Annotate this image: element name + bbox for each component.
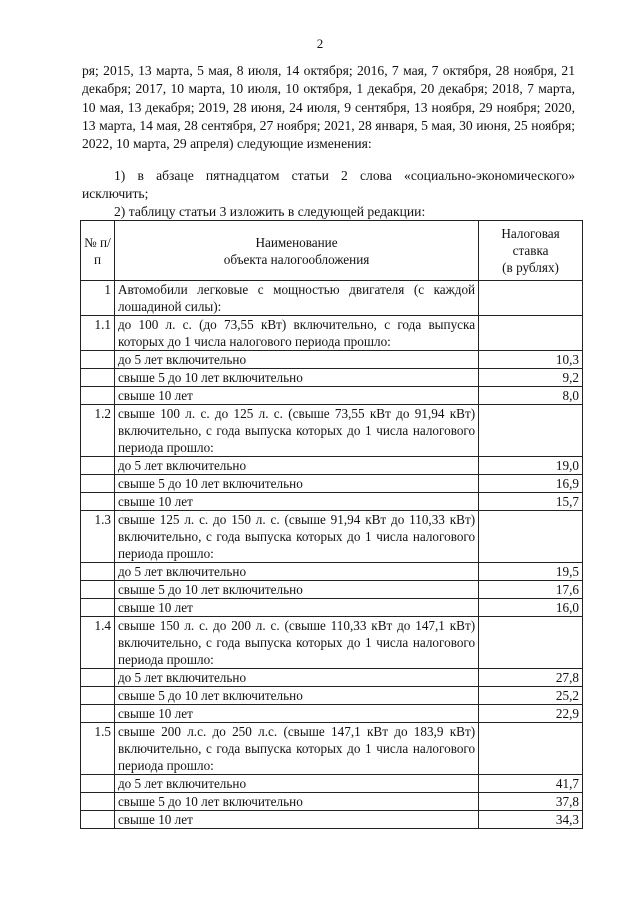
row-tax-rate: 37,8 bbox=[479, 793, 583, 811]
row-number bbox=[81, 369, 115, 387]
row-number bbox=[81, 493, 115, 511]
row-number bbox=[81, 457, 115, 475]
row-object-name: свыше 5 до 10 лет включительно bbox=[114, 793, 478, 811]
row-tax-rate: 19,0 bbox=[479, 457, 583, 475]
table-header-row bbox=[81, 221, 583, 281]
table-row bbox=[81, 405, 583, 457]
row-number bbox=[81, 811, 115, 829]
row-object-name: свыше 10 лет bbox=[114, 705, 478, 723]
table-row bbox=[81, 705, 583, 723]
table-row bbox=[81, 493, 583, 511]
row-object-name: свыше 5 до 10 лет включительно bbox=[114, 581, 478, 599]
row-tax-rate: 19,5 bbox=[479, 563, 583, 581]
row-number: 1.3 bbox=[81, 511, 115, 563]
row-object-name: до 100 л. с. (до 73,55 кВт) включительно, с года выпуска которых до 1 числа налогового периода прошло: bbox=[114, 316, 478, 351]
row-object-name: свыше 5 до 10 лет включительно bbox=[114, 369, 478, 387]
row-object-name: свыше 10 лет bbox=[114, 493, 478, 511]
table-row bbox=[81, 511, 583, 563]
header-name bbox=[114, 221, 478, 281]
row-tax-rate bbox=[479, 281, 583, 316]
row-tax-rate: 25,2 bbox=[479, 687, 583, 705]
row-tax-rate: 41,7 bbox=[479, 775, 583, 793]
row-number: 1.4 bbox=[81, 617, 115, 669]
row-object-name: свыше 10 лет bbox=[114, 599, 478, 617]
table-body bbox=[81, 281, 583, 829]
table-row bbox=[81, 563, 583, 581]
row-object-name: до 5 лет включительно bbox=[114, 457, 478, 475]
row-object-name: свыше 5 до 10 лет включительно bbox=[114, 687, 478, 705]
header-rate bbox=[479, 221, 583, 281]
row-tax-rate: 34,3 bbox=[479, 811, 583, 829]
row-number bbox=[81, 793, 115, 811]
header-rate-line2: ставка bbox=[512, 243, 549, 258]
table-row bbox=[81, 581, 583, 599]
row-number: 1.2 bbox=[81, 405, 115, 457]
header-num: № п/п bbox=[81, 221, 115, 281]
row-number bbox=[81, 387, 115, 405]
table-row bbox=[81, 457, 583, 475]
row-number bbox=[81, 687, 115, 705]
table-row bbox=[81, 811, 583, 829]
amendment-item-2: 2) таблицу статьи 3 изложить в следующей редакции: bbox=[114, 204, 426, 219]
row-object-name: свыше 100 л. с. до 125 л. с. (свыше 73,55 кВт до 91,94 кВт) включительно, с года выпуска которых до 1 числа налогового периода прошло: bbox=[114, 405, 478, 457]
row-tax-rate: 16,9 bbox=[479, 475, 583, 493]
intro-paragraph: ря; 2015, 13 марта, 5 мая, 8 июля, 14 октября; 2016, 7 мая, 7 октября, 28 ноября, 21 декабря; 2017, 10 марта, 10 июля, 10 октября, 1 декабря, 20 декабря; 2018, 7 марта, 10 мая, 13 декабря; 2019, 28 июня, 24 июля, 9 сентября, 13 ноября, 29 ноября; 2020, 13 марта, 14 мая, 28 сентября, 27 ноября; 2021, 28 января, 5 мая, 30 июня, 25 ноября; 2022, 10 марта, 29 апреля) следующие изменения: bbox=[82, 63, 575, 152]
row-object-name: свыше 10 лет bbox=[114, 811, 478, 829]
table-row bbox=[81, 775, 583, 793]
row-number: 1.5 bbox=[81, 723, 115, 775]
row-tax-rate bbox=[479, 723, 583, 775]
row-number bbox=[81, 475, 115, 493]
row-tax-rate bbox=[479, 617, 583, 669]
row-number bbox=[81, 599, 115, 617]
page-number: 2 bbox=[316, 36, 324, 51]
row-number bbox=[81, 705, 115, 723]
row-tax-rate: 16,0 bbox=[479, 599, 583, 617]
header-rate-line3: (в рублях) bbox=[502, 260, 559, 275]
table-row bbox=[81, 669, 583, 687]
table-row bbox=[81, 387, 583, 405]
row-tax-rate: 22,9 bbox=[479, 705, 583, 723]
row-tax-rate bbox=[479, 316, 583, 351]
row-tax-rate: 17,6 bbox=[479, 581, 583, 599]
row-tax-rate bbox=[479, 511, 583, 563]
table-row bbox=[81, 316, 583, 351]
row-number: 1.1 bbox=[81, 316, 115, 351]
row-number: 1 bbox=[81, 281, 115, 316]
row-object-name: свыше 150 л. с. до 200 л. с. (свыше 110,33 кВт до 147,1 кВт) включительно, с года выпуска которых до 1 числа налогового периода прошло: bbox=[114, 617, 478, 669]
row-tax-rate: 27,8 bbox=[479, 669, 583, 687]
header-rate-line1: Налоговая bbox=[501, 226, 560, 241]
amendment-item-1: 1) в абзаце пятнадцатом статьи 2 слова «социально-экономического» исключить; bbox=[82, 168, 575, 202]
row-tax-rate: 8,0 bbox=[479, 387, 583, 405]
header-name-line1: Наименование bbox=[255, 234, 338, 250]
table-row bbox=[81, 617, 583, 669]
table-row bbox=[81, 351, 583, 369]
header-name-line2: объекта налогообложения bbox=[223, 251, 370, 267]
tax-rate-table bbox=[80, 220, 583, 829]
row-number bbox=[81, 563, 115, 581]
row-number bbox=[81, 581, 115, 599]
table-row bbox=[81, 723, 583, 775]
row-object-name: свыше 10 лет bbox=[114, 387, 478, 405]
row-tax-rate bbox=[479, 405, 583, 457]
row-tax-rate: 15,7 bbox=[479, 493, 583, 511]
row-number bbox=[81, 669, 115, 687]
row-tax-rate: 9,2 bbox=[479, 369, 583, 387]
row-object-name: до 5 лет включительно bbox=[114, 775, 478, 793]
table-row bbox=[81, 475, 583, 493]
row-object-name: до 5 лет включительно bbox=[114, 669, 478, 687]
row-number bbox=[81, 351, 115, 369]
row-number bbox=[81, 775, 115, 793]
row-object-name: Автомобили легковые с мощностью двигателя (с каждой лошадиной силы): bbox=[114, 281, 478, 316]
row-object-name: свыше 5 до 10 лет включительно bbox=[114, 475, 478, 493]
table-row bbox=[81, 369, 583, 387]
row-object-name: до 5 лет включительно bbox=[114, 563, 478, 581]
row-object-name: свыше 200 л.с. до 250 л.с. (свыше 147,1 кВт до 183,9 кВт) включительно, с года выпуска которых до 1 числа налогового периода прошло: bbox=[114, 723, 478, 775]
table-row bbox=[81, 599, 583, 617]
row-object-name: свыше 125 л. с. до 150 л. с. (свыше 91,94 кВт до 110,33 кВт) включительно, с года выпуска которых до 1 числа налогового периода прошло: bbox=[114, 511, 478, 563]
table-row bbox=[81, 687, 583, 705]
row-tax-rate: 10,3 bbox=[479, 351, 583, 369]
table-row bbox=[81, 281, 583, 316]
table-row bbox=[81, 793, 583, 811]
row-object-name: до 5 лет включительно bbox=[114, 351, 478, 369]
